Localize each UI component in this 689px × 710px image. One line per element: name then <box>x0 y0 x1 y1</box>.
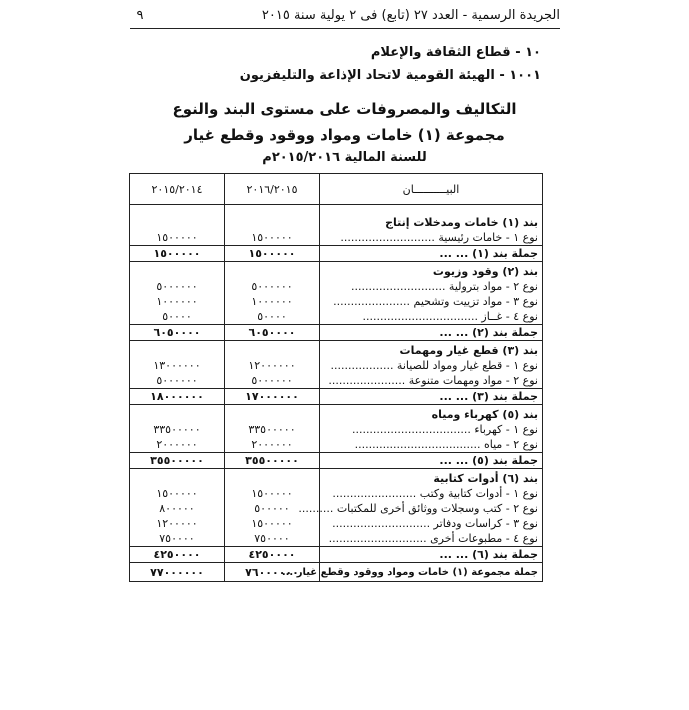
budget-table <box>129 173 543 582</box>
previous-year-value: ١٠٠٠٠٠٠ <box>130 294 225 309</box>
previous-year-value: ٥٠٠٠٠٠٠ <box>130 373 225 389</box>
type-label: نوع ٤ - مطبوعات أخرى ............................ <box>320 531 543 547</box>
table-header-row <box>130 174 543 205</box>
item-total-row <box>130 453 543 469</box>
type-label: نوع ٢ - مواد ومهمات متنوعة ...................... <box>320 373 543 389</box>
grand-total-row <box>130 563 543 582</box>
current-year-value: ٣٣٥٠٠٠٠٠ <box>225 422 320 437</box>
table-row <box>130 309 543 325</box>
table-row <box>130 358 543 373</box>
previous-year-value: ٥٠٠٠٠ <box>130 309 225 325</box>
current-year-value: ٥٠٠٠٠٠٠ <box>225 279 320 294</box>
table-row <box>130 279 543 294</box>
previous-year-value: ٨٠٠٠٠٠ <box>130 501 225 516</box>
sector-heading: ١٠ - قطاع الثقافة والإعلام <box>370 45 541 60</box>
fiscal-year-title: للسنة المالية ٢٠١٥/٢٠١٦م <box>262 150 427 165</box>
previous-year-value: ٣٣٥٠٠٠٠٠ <box>130 422 225 437</box>
table-row <box>130 294 543 309</box>
document-title: التكاليف والمصروفات على مستوى البند والنوع <box>172 100 517 118</box>
spacer-cell <box>130 205 225 214</box>
current-year-value: ٢٠٠٠٠٠٠ <box>225 437 320 453</box>
item-total-previous: ٤٢٥٠٠٠٠ <box>130 547 225 563</box>
spacer-cell <box>320 205 543 214</box>
current-year-value: ٥٠٠٠٠٠٠ <box>225 373 320 389</box>
empty-cell <box>130 469 225 487</box>
empty-cell <box>225 213 320 230</box>
empty-cell <box>225 405 320 423</box>
previous-year-value: ١٥٠٠٠٠٠ <box>130 486 225 501</box>
current-year-value: ١٥٠٠٠٠٠ <box>225 516 320 531</box>
item-title: بند (٣) قطع غيار ومهمات <box>320 341 543 359</box>
table-row <box>130 422 543 437</box>
table-row <box>130 531 543 547</box>
item-group-heading <box>130 262 543 280</box>
item-total-current: ٤٢٥٠٠٠٠ <box>225 547 320 563</box>
empty-cell <box>225 341 320 359</box>
item-group-heading <box>130 341 543 359</box>
item-title: بند (٢) وقود وزيوت <box>320 262 543 280</box>
table-row <box>130 486 543 501</box>
item-total-current: ١٧٠٠٠٠٠٠ <box>225 389 320 405</box>
empty-cell <box>130 341 225 359</box>
table-row <box>130 230 543 246</box>
previous-year-value: ١٥٠٠٠٠٠ <box>130 230 225 246</box>
item-total-label: جملة بند (٥) ... ... <box>320 453 543 469</box>
item-total-label: جملة بند (٢) ... ... <box>320 325 543 341</box>
item-total-row <box>130 547 543 563</box>
item-total-previous: ١٥٠٠٠٠٠ <box>130 246 225 262</box>
table-row <box>130 437 543 453</box>
previous-year-value: ١٣٠٠٠٠٠٠ <box>130 358 225 373</box>
current-year-value: ٧٥٠٠٠٠ <box>225 531 320 547</box>
group-title: مجموعة (١) خامات ومواد ووقود وقطع غيار <box>184 126 505 144</box>
item-total-current: ٦٠٥٠٠٠٠ <box>225 325 320 341</box>
previous-year-value: ١٢٠٠٠٠٠ <box>130 516 225 531</box>
type-label: نوع ١ - خامات رئيسية ........................... <box>320 230 543 246</box>
type-label: نوع ٤ - غــاز ................................. <box>320 309 543 325</box>
empty-cell <box>225 469 320 487</box>
item-total-row <box>130 246 543 262</box>
previous-year-value: ٥٠٠٠٠٠٠ <box>130 279 225 294</box>
table-row <box>130 373 543 389</box>
type-label: نوع ٣ - كراسات ودفاتر ............................ <box>320 516 543 531</box>
item-title: بند (٥) كهرباء ومياه <box>320 405 543 423</box>
entity-heading: ١٠٠١ - الهيئة القومية لاتحاد الإذاعة والتليفزيون <box>239 68 541 83</box>
table-row <box>130 501 543 516</box>
grand-total-label: جملة مجموعة (١) خامات ومواد ووقود وقطع غيار ... <box>320 563 543 582</box>
previous-year-value: ٧٥٠٠٠٠ <box>130 531 225 547</box>
spacer-row <box>130 205 543 214</box>
grand-total-previous: ٧٧٠٠٠٠٠٠ <box>130 563 225 582</box>
item-total-label: جملة بند (٣) ... ... <box>320 389 543 405</box>
type-label: نوع ١ - أدوات كتابية وكتب ........................ <box>320 486 543 501</box>
type-label: نوع ١ - كهرباء .................................. <box>320 422 543 437</box>
running-header <box>130 6 560 29</box>
item-total-current: ٣٥٥٠٠٠٠٠ <box>225 453 320 469</box>
page-number: ٩ <box>136 8 144 23</box>
empty-cell <box>130 405 225 423</box>
type-label: نوع ٣ - مواد تزييت وتشحيم ...................... <box>320 294 543 309</box>
column-header-current-year: ٢٠١٦/٢٠١٥ <box>225 174 320 205</box>
current-year-value: ٥٠٠٠٠ <box>225 309 320 325</box>
type-label: نوع ٢ - مياه .................................... <box>320 437 543 453</box>
type-label: نوع ٢ - كتب وسجلات ووثائق أخرى للمكتبات .......... <box>320 501 543 516</box>
type-label: نوع ٢ - مواد بترولية ........................... <box>320 279 543 294</box>
column-header-description: البيــــــــــان <box>320 174 543 205</box>
previous-year-value: ٢٠٠٠٠٠٠ <box>130 437 225 453</box>
empty-cell <box>130 213 225 230</box>
item-total-row <box>130 389 543 405</box>
item-total-previous: ٦٠٥٠٠٠٠ <box>130 325 225 341</box>
running-title: الجريدة الرسمية - العدد ٢٧ (تابع) فى ٢ يولية سنة ٢٠١٥ <box>261 8 560 23</box>
item-total-current: ١٥٠٠٠٠٠ <box>225 246 320 262</box>
item-group-heading <box>130 469 543 487</box>
empty-cell <box>130 262 225 280</box>
spacer-cell <box>225 205 320 214</box>
column-header-previous-year: ٢٠١٥/٢٠١٤ <box>130 174 225 205</box>
type-label: نوع ١ - قطع غيار ومواد للصيانة .................. <box>320 358 543 373</box>
table-row <box>130 516 543 531</box>
item-title: بند (٦) أدوات كتابية <box>320 469 543 487</box>
grand-total-current: ٧٦٠٠٠٠٠٠ <box>225 563 320 582</box>
current-year-value: ١٢٠٠٠٠٠٠ <box>225 358 320 373</box>
item-title: بند (١) خامات ومدخلات إنتاج <box>320 213 543 230</box>
item-total-previous: ٣٥٥٠٠٠٠٠ <box>130 453 225 469</box>
current-year-value: ٥٠٠٠٠٠ <box>225 501 320 516</box>
current-year-value: ١٥٠٠٠٠٠ <box>225 230 320 246</box>
current-year-value: ١٠٠٠٠٠٠ <box>225 294 320 309</box>
item-total-row <box>130 325 543 341</box>
empty-cell <box>225 262 320 280</box>
current-year-value: ١٥٠٠٠٠٠ <box>225 486 320 501</box>
item-group-heading <box>130 213 543 230</box>
item-total-label: جملة بند (٦) ... ... <box>320 547 543 563</box>
item-total-label: جملة بند (١) ... ... <box>320 246 543 262</box>
item-group-heading <box>130 405 543 423</box>
item-total-previous: ١٨٠٠٠٠٠٠ <box>130 389 225 405</box>
